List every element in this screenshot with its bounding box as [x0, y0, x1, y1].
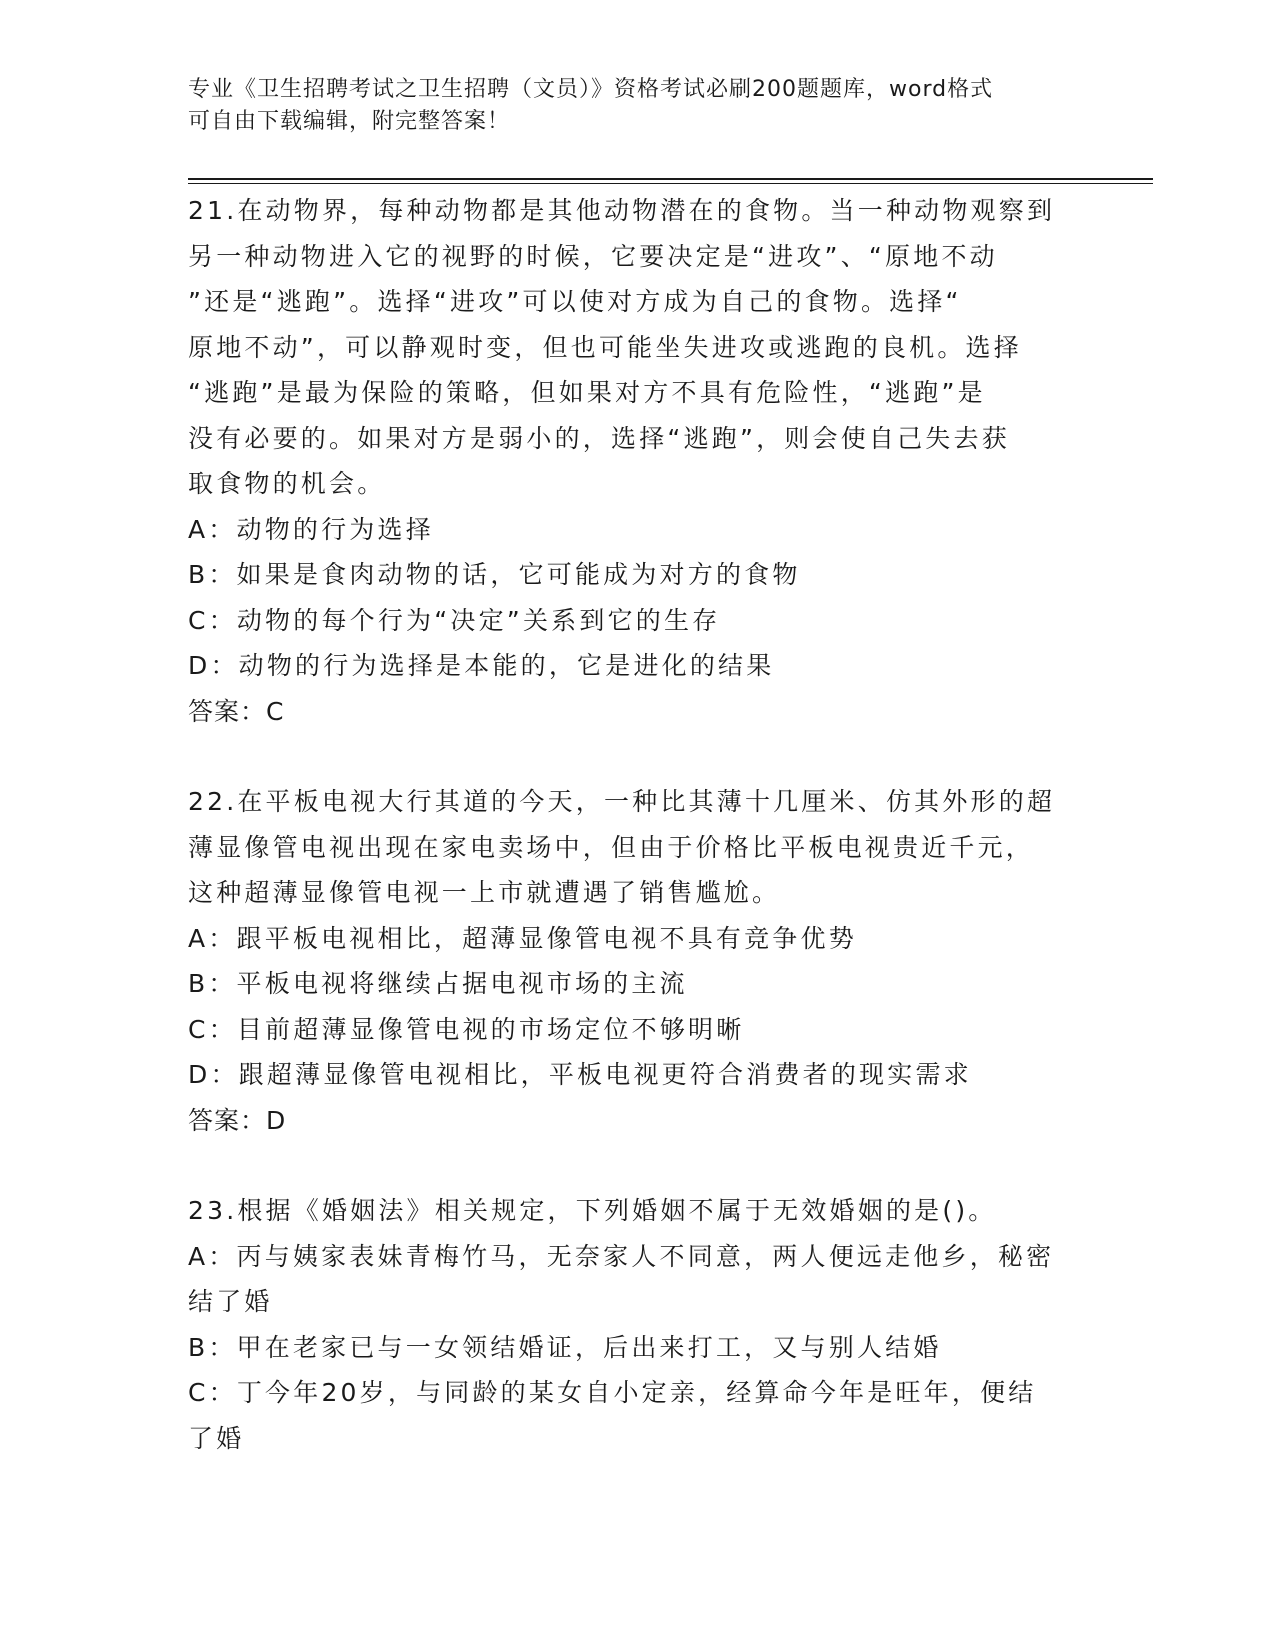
question-spacer	[188, 734, 1088, 779]
question-text-line: 21.在动物界，每种动物都是其他动物潜在的食物。当一种动物观察到	[188, 196, 1056, 225]
option-a: A：跟平板电视相比，超薄显像管电视不具有竞争优势	[188, 923, 857, 953]
question-spacer	[188, 1143, 1088, 1188]
question-text-line: 这种超薄显像管电视一上市就遭遇了销售尴尬。	[188, 878, 781, 907]
option-d: D：动物的行为选择是本能的，它是进化的结果	[188, 651, 775, 680]
question-text-line: 另一种动物进入它的视野的时候，它要决定是“进攻”、“原地不动	[188, 241, 998, 271]
option-b: B：平板电视将继续占据电视市场的主流	[188, 969, 688, 998]
option-a: A：动物的行为选择	[188, 514, 434, 544]
option-a: A：丙与姨家表妹青梅竹马，无奈家人不同意，两人便远走他乡，秘密	[188, 1241, 1055, 1271]
header-rule-thin	[188, 183, 1153, 184]
answer-line: 答案：C	[188, 696, 285, 726]
question-22	[188, 779, 1088, 1143]
header-rule-thick	[188, 178, 1153, 180]
question-text-line: “逃跑”是最为保险的策略，但如果对方不具有危险性，“逃跑”是	[188, 378, 986, 407]
question-list	[188, 188, 1088, 1461]
header-line-1: 专业《卫生招聘考试之卫生招聘（文员）》资格考试必刷200题题库，word格式	[188, 77, 994, 102]
question-text-line: 没有必要的。如果对方是弱小的，选择“逃跑”，则会使自己失去获	[188, 423, 1010, 453]
question-21	[188, 188, 1088, 734]
question-text-line: 22.在平板电视大行其道的今天，一种比其薄十几厘米、仿其外形的超	[188, 787, 1056, 816]
option-c: C：目前超薄显像管电视的市场定位不够明晰	[188, 1014, 745, 1044]
option-b: B：甲在老家已与一女领结婚证，后出来打工，又与别人结婚	[188, 1332, 942, 1362]
option-c: C：动物的每个行为“决定”关系到它的生存	[188, 605, 721, 635]
question-text-line: 原地不动”，可以静观时变，但也可能坐失进攻或逃跑的良机。选择	[188, 332, 1022, 362]
answer-line: 答案：D	[188, 1105, 287, 1135]
question-text-line: 薄显像管电视出现在家电卖场中，但由于价格比平板电视贵近千元，	[188, 832, 1035, 862]
document-header	[188, 74, 1068, 138]
option-a-continued: 结了婚	[188, 1287, 273, 1316]
question-23	[188, 1188, 1088, 1461]
option-b: B：如果是食肉动物的话，它可能成为对方的食物	[188, 560, 801, 589]
question-text-line: 23.根据《婚姻法》相关规定，下列婚姻不属于无效婚姻的是()。	[188, 1196, 997, 1225]
option-c: C：丁今年20岁，与同龄的某女自小定亲，经算命今年是旺年，便结	[188, 1378, 1037, 1407]
option-c-continued: 了婚	[188, 1423, 245, 1453]
question-text-line: ”还是“逃跑”。选择“进攻”可以使对方成为自己的食物。选择“	[188, 287, 962, 316]
header-line-2: 可自由下载编辑，附完整答案！	[188, 109, 511, 134]
question-text-line: 取食物的机会。	[188, 469, 386, 498]
option-d: D：跟超薄显像管电视相比，平板电视更符合消费者的现实需求	[188, 1060, 972, 1089]
